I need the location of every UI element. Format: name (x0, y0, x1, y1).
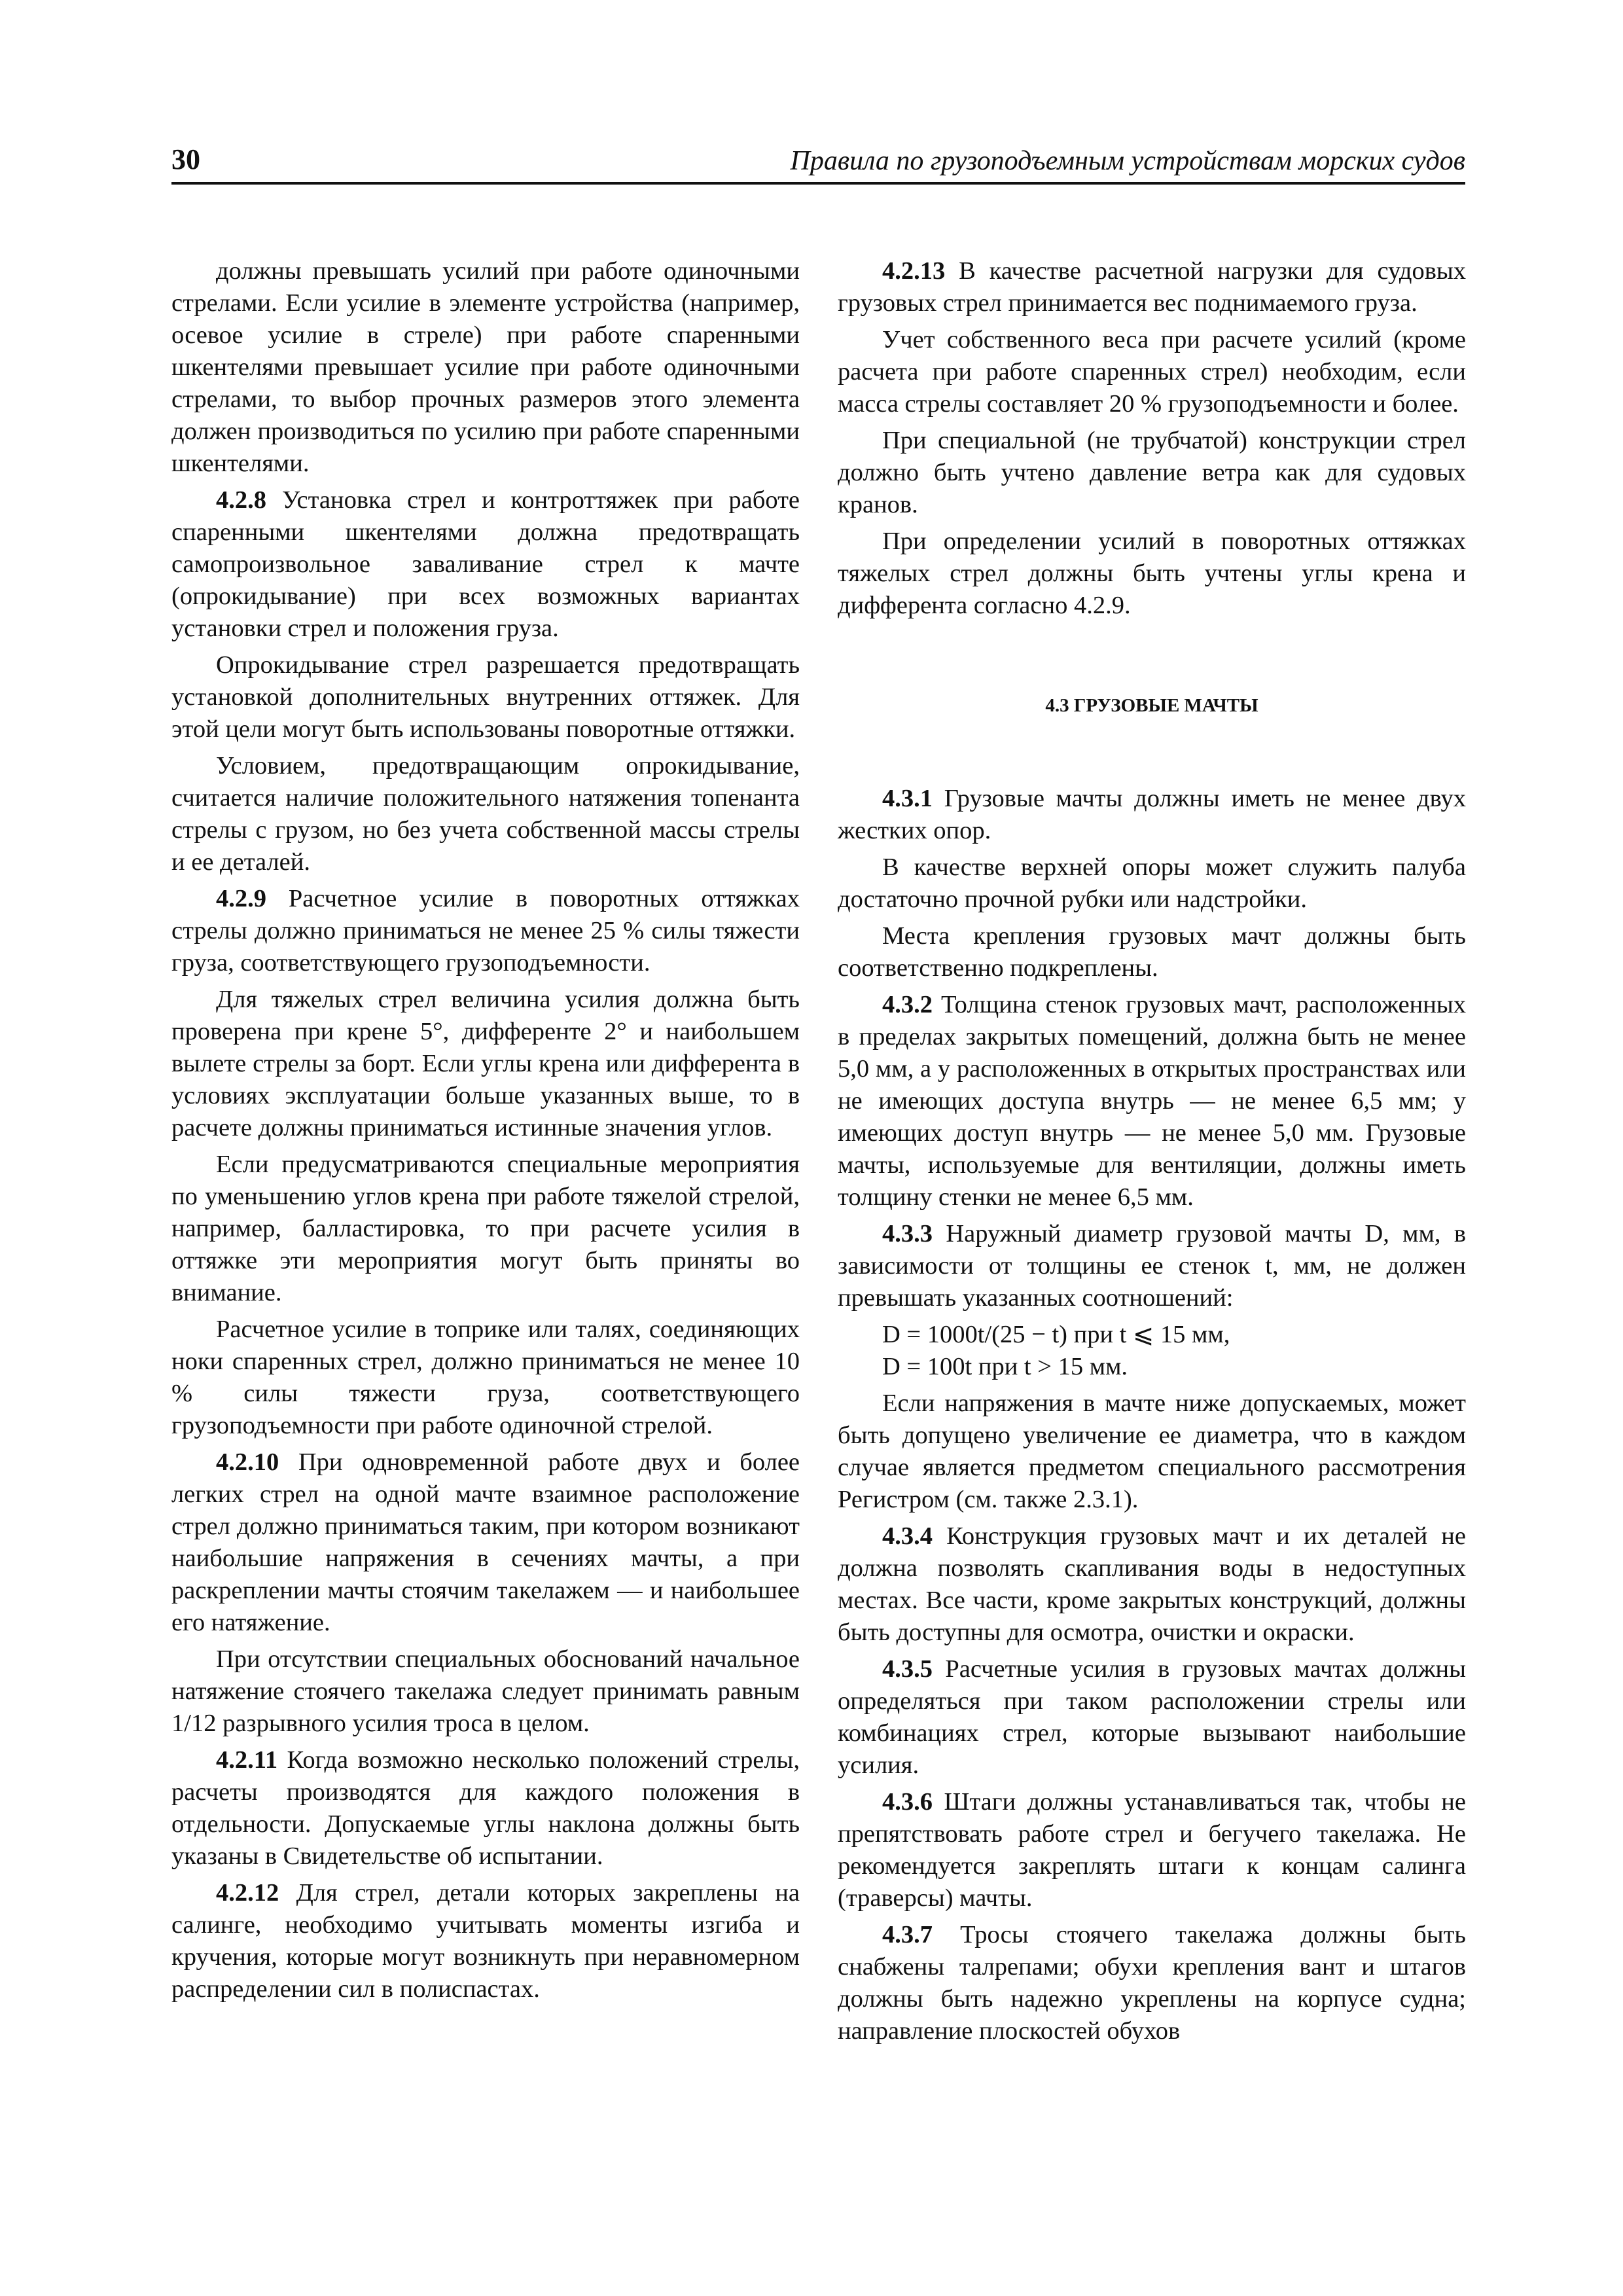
paragraph: 4.3.7 Тросы стоячего такелажа должны быть снабжены талрепами; обухи крепления вант и штагов должны быть надежно укреплены на корпусе судна; направление плоскостей обухов (838, 1921, 1466, 2045)
page-number: 30 (171, 143, 200, 175)
paragraph: 4.2.9 Расчетное усилие в поворотных оттяжках стрелы должно приниматься не менее 25 % силы тяжести груза, соответствующего грузоподъемности. (171, 885, 800, 977)
paragraph: Опрокидывание стрел разрешается предотвращать установкой дополнительных внутренних оттяжек. Для этой цели могут быть использованы поворотные оттяжки. (171, 651, 800, 743)
paragraph: Учет собственного веса при расчете усилий (кроме расчета при работе спаренных стрел) необходим, если масса стрелы составляет 20 % грузоподъемности и более. (838, 326, 1466, 418)
clause-number: 4.3.2 (882, 991, 933, 1018)
clause-number: 4.3.5 (882, 1655, 933, 1683)
paragraph: Расчетное усилие в топрике или талях, соединяющих ноки спаренных стрел, должно приниматься не менее 10 % силы тяжести груза, соответствующего грузоподъемности при работе одиночной стрелой. (171, 1316, 800, 1439)
paragraph: Если напряжения в мачте ниже допускаемых, может быть допущено увеличение ее диаметра, что в каждом случае является предметом специального рассмотрения Регистром (см. также 2.3.1). (838, 1390, 1466, 1513)
paragraph: 4.3.6 Штаги должны устанавливаться так, чтобы не препятствовать работе стрел и бегучего такелажа. Не рекомендуется закреплять штаги к концам салинга (траверсы) мачты. (838, 1788, 1466, 1912)
clause-number: 4.3.6 (882, 1788, 933, 1816)
paragraph: При специальной (не трубчатой) конструкции стрел должно быть учтено давление ветра как для судовых кранов. (838, 427, 1466, 518)
formula: D = 1000t/(25 − t) при t ⩽ 15 мм, (882, 1321, 1230, 1348)
paragraph: должны превышать усилий при работе одиночными стрелами. Если усилие в элементе устройства (например, осевое усилие в стреле) при работе спаренными шкентелями превышает усилие при работе одиночными стрелами, то выбор прочных размеров этого элемента должен производиться по усилию при работе спаренными шкентелями. (171, 257, 800, 477)
paragraph: 4.2.12 Для стрел, детали которых закреплены на салинге, необходимо учитывать моменты изгиба и кручения, которые могут возникнуть при неравномерном распределении сил в полиспастах. (171, 1879, 800, 2003)
clause-number: 4.2.10 (216, 1448, 279, 1476)
paragraph: 4.2.10 При одновременной работе двух и более легких стрел на одной мачте взаимное расположение стрел должно приниматься таким, при котором возникают наибольшие напряжения в сечениях мачты, а при раскреплении мачты стоячим такелажем — и наибольшее его натяжение. (171, 1448, 800, 1636)
paragraph: 4.2.13 В качестве расчетной нагрузки для судовых грузовых стрел принимается вес поднимаемого груза. (838, 257, 1466, 317)
clause-number: 4.3.4 (882, 1522, 933, 1550)
paragraph: При определении усилий в поворотных оттяжках тяжелых стрел должны быть учтены углы крена и дифферента согласно 4.2.9. (838, 528, 1466, 619)
formula: D = 100t при t > 15 мм. (882, 1353, 1128, 1380)
running-title: Правила по грузоподъемным устройствам морских судов (790, 146, 1465, 176)
clause-number: 4.2.8 (216, 486, 266, 514)
paragraph: Условием, предотвращающим опрокидывание, считается наличие положительного натяжения топенанта стрелы с грузом, но без учета собственной массы стрелы и ее деталей. (171, 752, 800, 876)
paragraph: Места крепления грузовых мачт должны быть соответственно подкреплены. (838, 922, 1466, 982)
clause-number: 4.3.7 (882, 1921, 933, 1948)
section-heading: 4.3 ГРУЗОВЫЕ МАЧТЫ (1045, 695, 1258, 716)
right-column (838, 255, 1466, 2052)
clause-number: 4.2.9 (216, 885, 266, 912)
paragraph: Если предусматриваются специальные мероприятия по уменьшению углов крена при работе тяжелой стрелой, например, балластировка, то при расчете усилия в оттяжке эти мероприятия могут быть приняты во внимание. (171, 1151, 800, 1306)
paragraph: 4.3.5 Расчетные усилия в грузовых мачтах должны определяться при таком расположении стрелы или комбинациях стрел, которые вызывают наибольшие усилия. (838, 1655, 1466, 1779)
clause-number: 4.3.1 (882, 785, 933, 812)
left-column (171, 255, 800, 2010)
paragraph: В качестве верхней опоры может служить палуба достаточно прочной рубки или надстройки. (838, 853, 1466, 913)
paragraph: 4.2.8 Установка стрел и контроттяжек при работе спаренными шкентелями должна предотвращать самопроизвольное заваливание стрел к мачте (опрокидывание) при всех возможных вариантах установки стрел и положения груза. (171, 486, 800, 642)
paragraph: Для тяжелых стрел величина усилия должна быть проверена при крене 5°, дифференте 2° и наибольшем вылете стрелы за борт. Если углы крена или дифферента в условиях эксплуатации больше указанных выше, то в расчете должны приниматься истинные значения углов. (171, 986, 800, 1141)
clause-number: 4.2.13 (882, 257, 946, 285)
paragraph: 4.3.4 Конструкция грузовых мачт и их деталей не должна позволять скапливания воды в недоступных местах. Все части, кроме закрытых конструкций, должны быть доступны для осмотра, очистки и окраски. (838, 1522, 1466, 1646)
header-rule (171, 182, 1465, 185)
paragraph: 4.2.11 Когда возможно несколько положений стрелы, расчеты производятся для каждого положения в отдельности. Допускаемые углы наклона должны быть указаны в Свидетельстве об испытании. (171, 1746, 800, 1870)
clause-number: 4.3.3 (882, 1220, 933, 1247)
paragraph: 4.3.2 Толщина стенок грузовых мачт, расположенных в пределах закрытых помещений, должна быть не менее 5,0 мм, а у расположенных в открытых пространствах или не имеющих доступа внутрь — не менее 6,5 мм; у имеющих доступ внутрь — не менее 5,0 мм. Грузовые мачты, используемые для вентиляции, должны иметь толщину стенки не менее 6,5 мм. (838, 991, 1466, 1211)
clause-number: 4.2.12 (216, 1879, 279, 1907)
paragraph: При отсутствии специальных обоснований начальное натяжение стоячего такелажа следует принимать равным 1/12 разрывного усилия троса в целом. (171, 1645, 800, 1737)
clause-number: 4.2.11 (216, 1746, 278, 1774)
paragraph: 4.3.3 Наружный диаметр грузовой мачты D, мм, в зависимости от толщины ее стенок t, мм, не должен превышать указанных соотношений: (838, 1220, 1466, 1312)
paragraph: 4.3.1 Грузовые мачты должны иметь не менее двух жестких опор. (838, 785, 1466, 844)
